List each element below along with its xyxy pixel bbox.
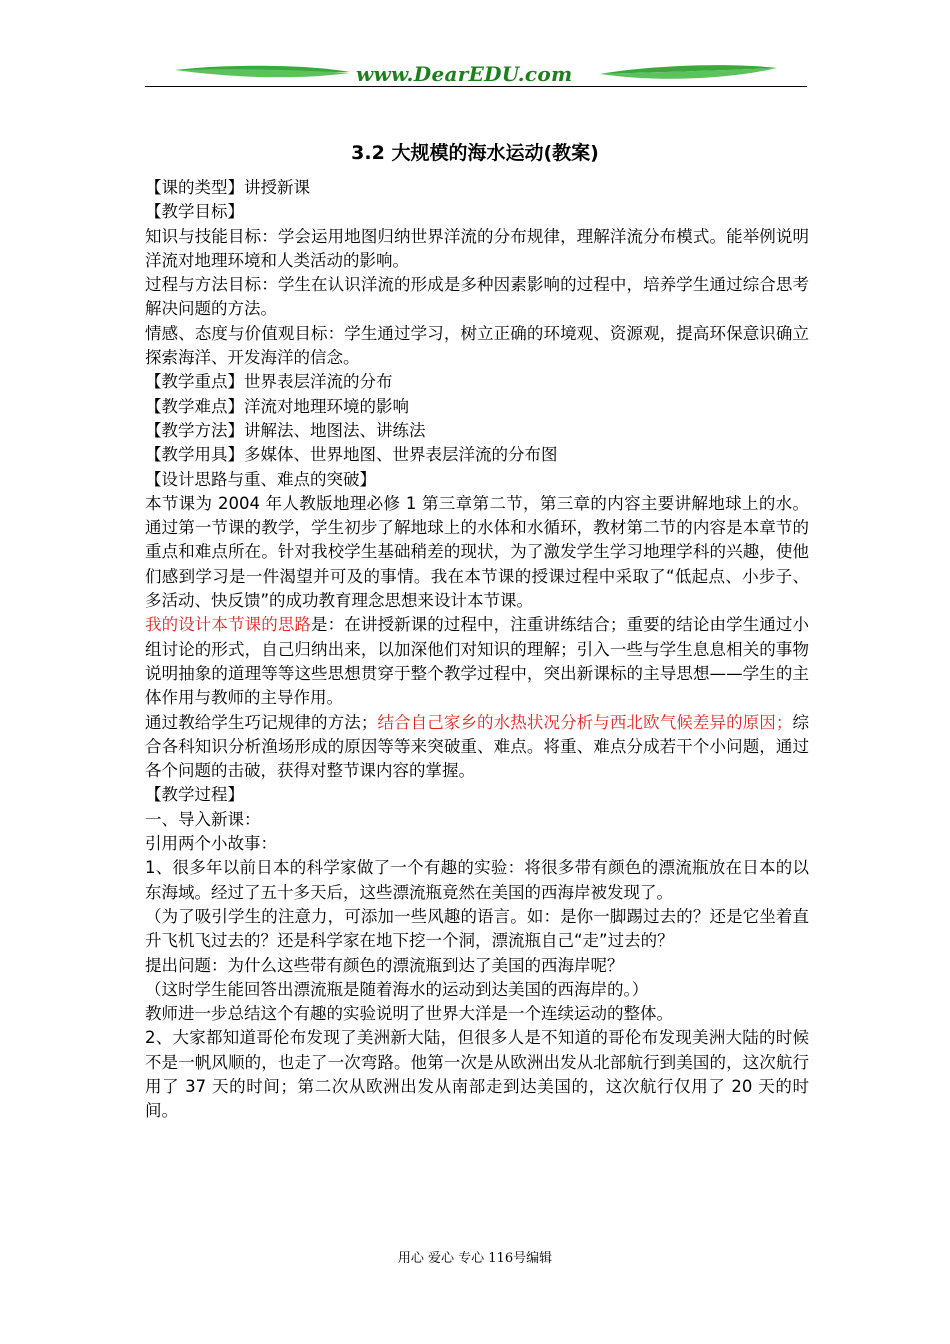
page-footer: 用心 爱心 专心 116号编辑 [397, 1251, 553, 1266]
paragraph-difficulty: 【教学难点】洋流对地理环境的影响 [145, 396, 409, 416]
paragraph-design-heading: 【设计思路与重、难点的突破】 [145, 469, 376, 489]
paragraph-intro-heading: 一、导入新课： [145, 809, 261, 829]
paragraph-tools: 【教学用具】多媒体、世界地图、世界表层洋流的分布图 [145, 445, 558, 465]
paragraph-process-heading: 【教学过程】 [145, 785, 244, 805]
paragraph-design-idea [145, 613, 809, 710]
design-idea-text: 是：在讲授新课的过程中，注重讲练结合；重要的结论由学生通过小组讨论的形式，自己归纳出来，以加深他们对知识的理解；引入一些与学生息息相关的事物说明抽象的道理等等这些思想贯穿于整个教学过程中，突出新课标的主导思想——学生的主体作用与教师的主导作用。 [145, 615, 810, 708]
paragraph-objectives-heading: 【教学目标】 [145, 202, 244, 222]
brand-logo-text: www.DearEDU.com [356, 62, 573, 86]
paragraph-breakthrough [145, 711, 809, 784]
paragraph-story-one-note: （为了吸引学生的注意力，可添加一些风趣的语言。如：是你一脚踢过去的？还是它坐着直升飞机飞过去的？还是科学家在地下挖一个洞，漂流瓶自己“走”过去的？ [145, 906, 809, 951]
page-title: 3.2 大规模的海水运动(教案) [351, 142, 599, 164]
paragraph-knowledge-goal: 知识与技能目标：学会运用地图归纳世界洋流的分布规律，理解洋流分布模式。能举例说明洋流对地理环境和人类活动的影响。 [145, 226, 809, 270]
paragraph-summary: 教师进一步总结这个有趣的实验说明了世界大洋是一个连续运动的整体。 [145, 1004, 673, 1024]
design-idea-highlight: 我的设计本节课的思路 [145, 615, 312, 635]
paragraph-key-point: 【教学重点】世界表层洋流的分布 [145, 372, 393, 392]
paragraph-lesson-intro: 本节课为 2004 年人教版地理必修 1 第三章第二节，第三章的内容主要讲解地球上的水。通过第一节课的教学，学生初步了解地球上的水体和水循环，教材第二节的内容是本章节的重点和难点所在。针对我校学生基础稍差的现状，为了激发学生学习地理学科的兴趣，使他们感到学习是一件渴望并可及的事情。我在本节课的授课过程中采取了“低起点、小步子、多活动、快反馈”的成功教育理念思想来设计本节课。 [145, 493, 809, 611]
paragraph-question: 提出问题：为什么这些带有颜色的漂流瓶到达了美国的西海岸呢？ [145, 955, 624, 975]
paragraph-methods: 【教学方法】讲解法、地图法、讲练法 [145, 420, 426, 440]
breakthrough-highlight: 结合自己家乡的水热状况分析与西北欧气候差异的原因； [377, 712, 793, 732]
header-rule [145, 86, 807, 87]
paragraph-story-two: 2、大家都知道哥伦布发现了美洲新大陆，但很多人是不知道的哥伦布发现美洲大陆的时候不是一帆风顺的，也走了一次弯路。他第一次是从欧洲出发从北部航行到美国的，这次航行用了 37 天的时间；第二次从欧洲出发从南部走到达美国的，这次航行仅用了 20 天的时间。 [145, 1028, 809, 1121]
paragraph-attitude-goal: 情感、态度与价值观目标：学生通过学习，树立正确的环境观、资源观，提高环保意识确立探索海洋、开发海洋的信念。 [145, 323, 809, 368]
paragraph-answer: （这时学生能回答出漂流瓶是随着海水的运动到达美国的西海岸的。） [145, 979, 649, 999]
paragraph-process-goal: 过程与方法目标：学生在认识洋流的形成是多种因素影响的过程中，培养学生通过综合思考解决问题的方法。 [145, 275, 809, 319]
paragraph-lesson-type: 【课的类型】讲授新课 [145, 178, 310, 197]
document-body [145, 176, 809, 1124]
paragraph-stories-lead: 引用两个小故事： [145, 834, 277, 854]
breakthrough-post: 综合各科知识分析渔场形成的原因等等来突破重、难点。将重、难点分成若干个小问题，通过各个问题的击破，获得对整节课内容的掌握。 [145, 712, 810, 781]
paragraph-story-one: 1、很多年以前日本的科学家做了一个有趣的实验：将很多带有颜色的漂流瓶放在日本的以东海域。经过了五十多天后，这些漂流瓶竟然在美国的西海岸被发现了。 [145, 858, 809, 902]
breakthrough-pre: 通过教给学生巧记规律的方法； [145, 712, 378, 732]
